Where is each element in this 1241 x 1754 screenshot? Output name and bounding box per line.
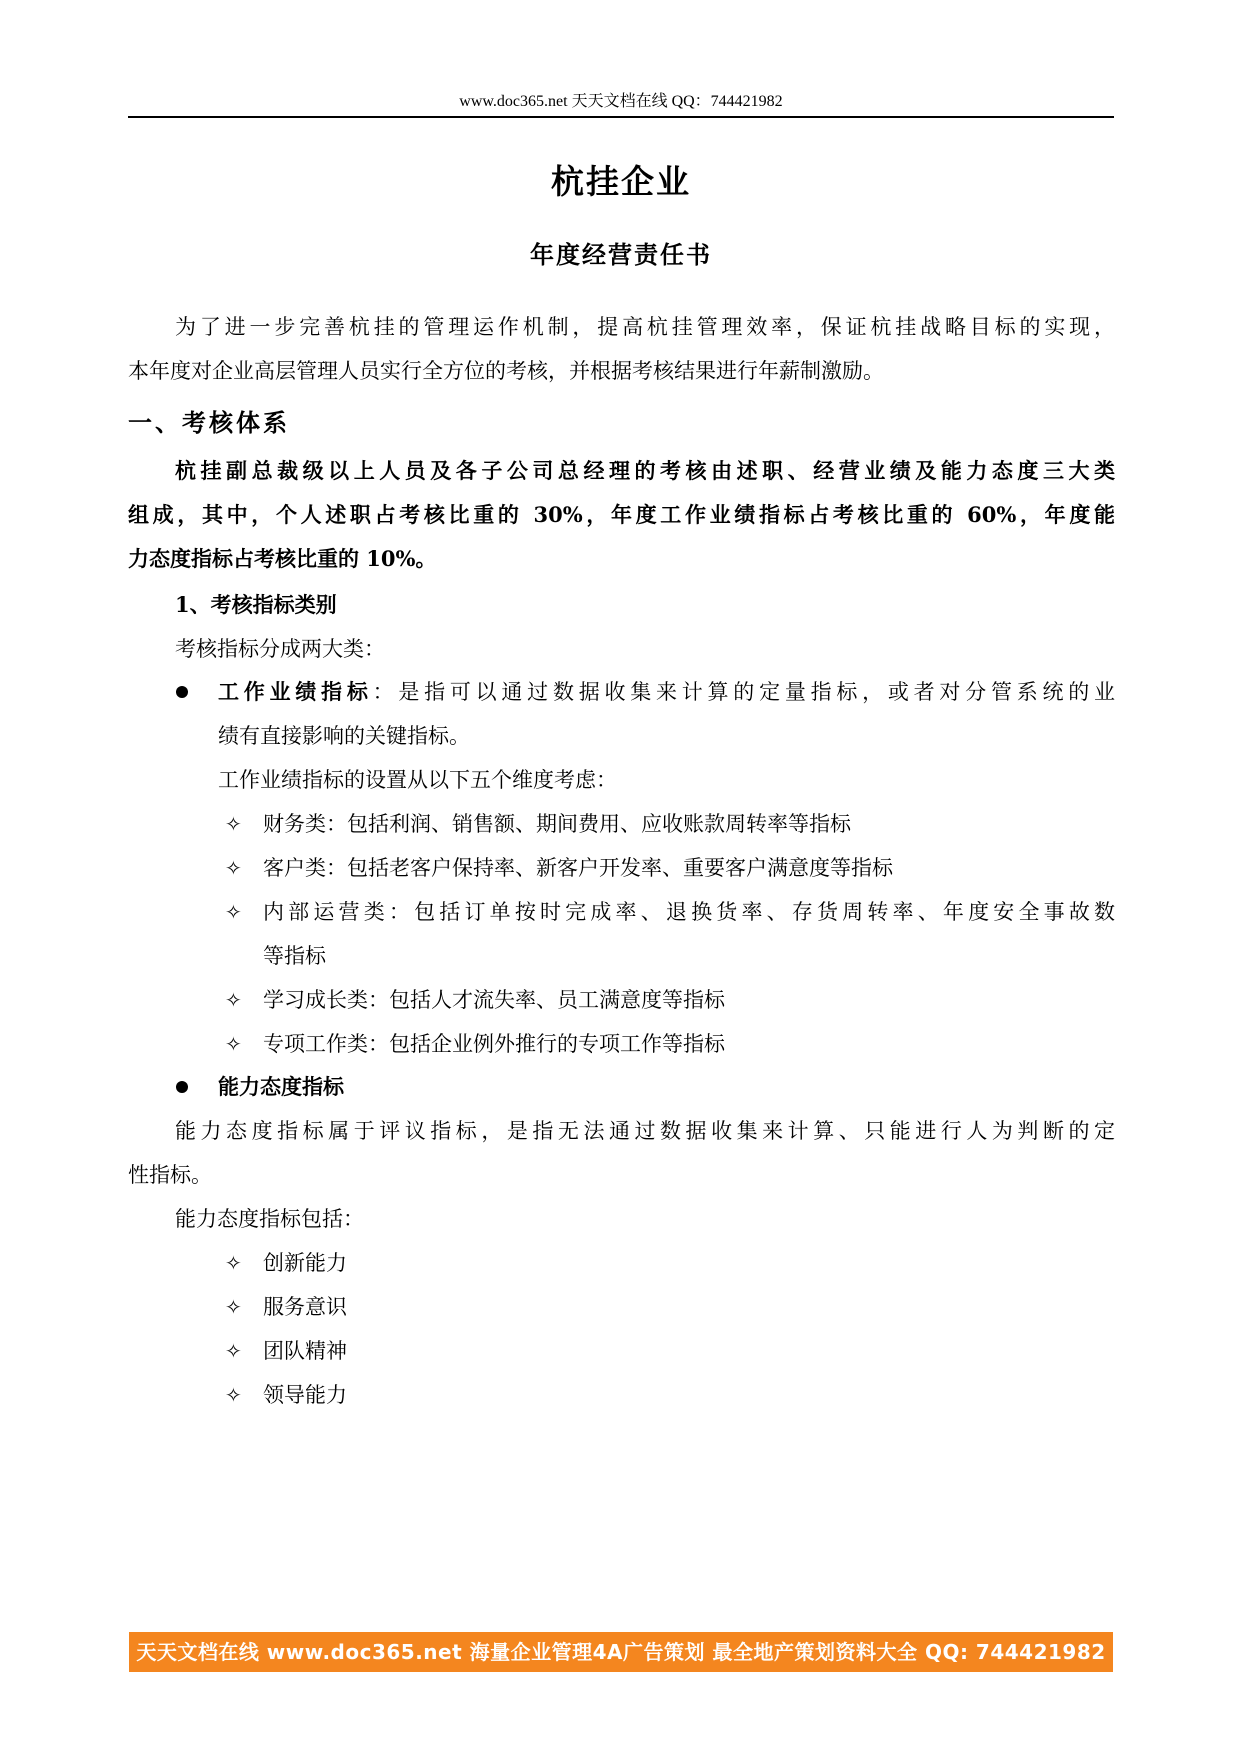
diamond-bullet-icon: ✧ — [225, 1383, 242, 1407]
work-item: 专项工作类：包括企业例外推行的专项工作等指标 — [263, 1032, 725, 1056]
diamond-bullet-icon: ✧ — [225, 1032, 242, 1056]
ability-desc-line-1: 能力态度指标属于评议指标，是指无法通过数据收集来计算、只能进行人为判断的定 — [175, 1119, 1115, 1143]
ability-item: 领导能力 — [263, 1383, 347, 1407]
work-item: 内部运营类：包括订单按时完成率、退换货率、存货周转率、年度安全事故数 — [263, 900, 1115, 924]
footer-banner: 天天文档在线 www.doc365.net 海量企业管理4A广告策划 最全地产策划资料大全 QQ: 744421982 — [129, 1632, 1113, 1672]
document-title: 杭挂企业 — [551, 162, 691, 201]
diamond-bullet-icon: ✧ — [225, 1251, 242, 1275]
diamond-bullet-icon: ✧ — [225, 988, 242, 1012]
diamond-bullet-icon: ✧ — [225, 1339, 242, 1363]
work-bullet-label: 工作业绩指标 — [218, 679, 373, 704]
diamond-bullet-icon: ✧ — [225, 900, 242, 924]
ability-bullet-label: 能力态度指标 — [218, 1074, 344, 1099]
ability-desc-line-2: 性指标。 — [128, 1163, 212, 1187]
page-header: www.doc365.net 天天文档在线 QQ：744421982 — [459, 93, 783, 110]
intro-line-1: 为了进一步完善杭挂的管理运作机制，提高杭挂管理效率，保证杭挂战略目标的实现， — [175, 315, 1115, 339]
ability-item: 团队精神 — [263, 1339, 347, 1363]
work-bullet-text: ：是指可以通过数据收集来计算的定量指标，或者对分管系统的业 — [372, 680, 1116, 704]
work-bullet-line-2: 绩有直接影响的关键指标。 — [218, 724, 470, 748]
work-item: 财务类：包括利润、销售额、期间费用、应收账款周转率等指标 — [263, 812, 851, 836]
section-text-line-2: 组成，其中，个人述职占考核比重的 30%，年度工作业绩指标占考核比重的 60%，年度能 — [128, 502, 1115, 527]
header-divider — [128, 116, 1114, 118]
intro-line-2: 本年度对企业高层管理人员实行全方位的考核，并根据考核结果进行年薪制激励。 — [128, 359, 884, 383]
diamond-bullet-icon: ✧ — [225, 1295, 242, 1319]
work-item-continuation: 等指标 — [263, 944, 326, 968]
work-dimension-intro: 工作业绩指标的设置从以下五个维度考虑： — [218, 768, 617, 792]
subsection-heading: 1、考核指标类别 — [175, 592, 337, 617]
work-bullet-line-1 — [218, 677, 1115, 707]
document-subtitle: 年度经营责任书 — [530, 240, 712, 269]
ability-item: 服务意识 — [263, 1295, 347, 1319]
ability-item: 创新能力 — [263, 1251, 347, 1275]
section-text-line-1: 杭挂副总裁级以上人员及各子公司总经理的考核由述职、经营业绩及能力态度三大类 — [175, 458, 1115, 483]
diamond-bullet-icon: ✧ — [225, 856, 242, 880]
ability-include-intro: 能力态度指标包括： — [175, 1207, 364, 1231]
section-heading: 一、考核体系 — [128, 408, 290, 437]
subsection-text: 考核指标分成两大类： — [175, 637, 385, 661]
bullet-dot-icon — [176, 686, 188, 698]
diamond-bullet-icon: ✧ — [225, 812, 242, 836]
work-item: 学习成长类：包括人才流失率、员工满意度等指标 — [263, 988, 725, 1012]
section-text-line-3: 力态度指标占考核比重的 10%。 — [128, 546, 437, 571]
work-item: 客户类：包括老客户保持率、新客户开发率、重要客户满意度等指标 — [263, 856, 893, 880]
bullet-dot-icon — [176, 1081, 188, 1093]
